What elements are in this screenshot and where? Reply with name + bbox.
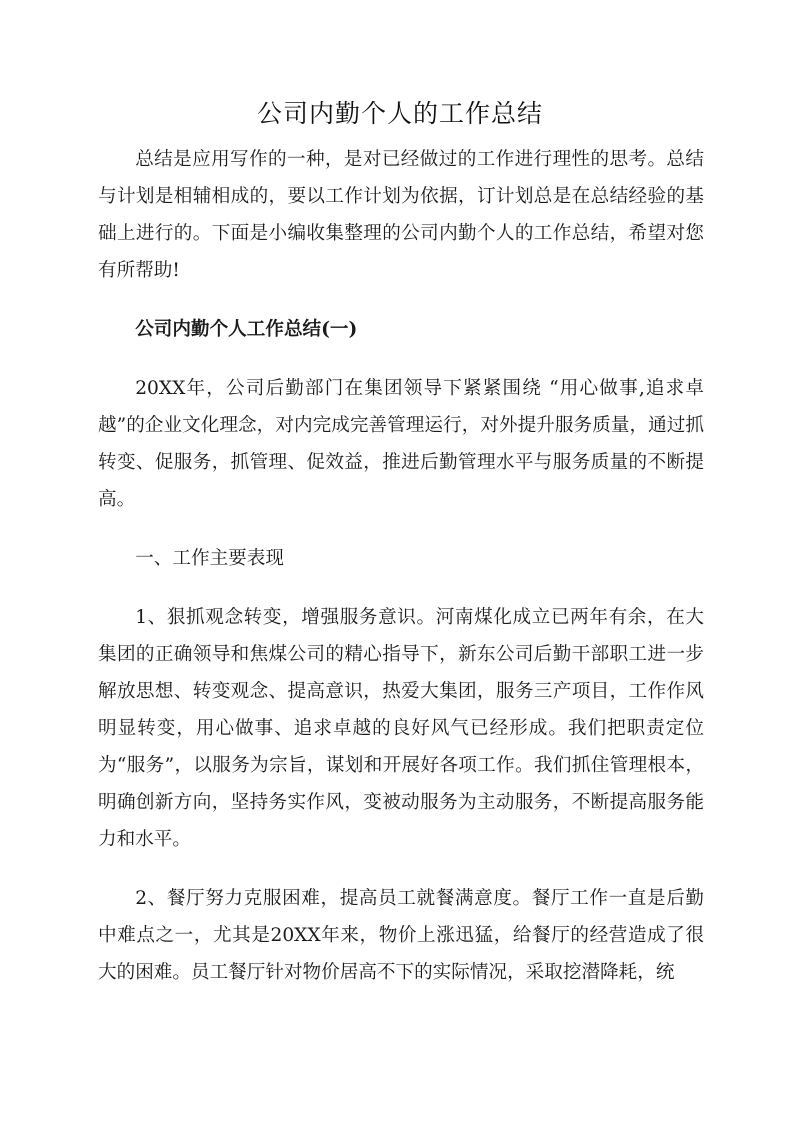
intro-paragraph: 总结是应用写作的一种，是对已经做过的工作进行理性的思考。总结与计划是相辅相成的，要以工作计划为依据，订计划总是在总结经验的基础上进行的。下面是小编收集整理的公司内勤个人的工作总结，希望对您有所帮助!	[98, 149, 704, 281]
point-2-paragraph: 2、餐厅努力克服困难，提高员工就餐满意度。餐厅工作一直是后勤中难点之一，尤其是20XX年来，物价上涨迅猛，给餐厅的经营造成了很大的困难。员工餐厅针对物价居高不下的实际情况，采取挖潜降耗，统	[98, 888, 704, 983]
section-heading: 公司内勤个人工作总结(一)	[135, 319, 358, 340]
overview-paragraph: 20XX年，公司后勤部门在集团领导下紧紧围绕 “用心做事,追求卓越”的企业文化理念，对内完成完善管理运行，对外提升服务质量，通过抓转变、促服务，抓管理、促效益，推进后勤管理水平与服务质量的不断提高。	[98, 378, 704, 510]
document-title: 公司内勤个人的工作总结	[256, 99, 543, 128]
subsection-heading: 一、工作主要表现	[135, 548, 284, 569]
document-body	[98, 141, 704, 1013]
point-1-paragraph: 1、狠抓观念转变，增强服务意识。河南煤化成立已两年有余，在大集团的正确领导和焦煤公司的精心指导下，新东公司后勤干部职工进一步解放思想、转变观念、提高意识，热爱大集团，服务三产项目，工作作风明显转变，用心做事、追求卓越的良好风气已经形成。我们把职责定位为“服务”，以服务为宗旨，谋划和开展好各项工作。我们抓住管理根本，明确创新方向，坚持务实作风，变被动服务为主动服务，不断提高服务能力和水平。	[98, 607, 704, 850]
